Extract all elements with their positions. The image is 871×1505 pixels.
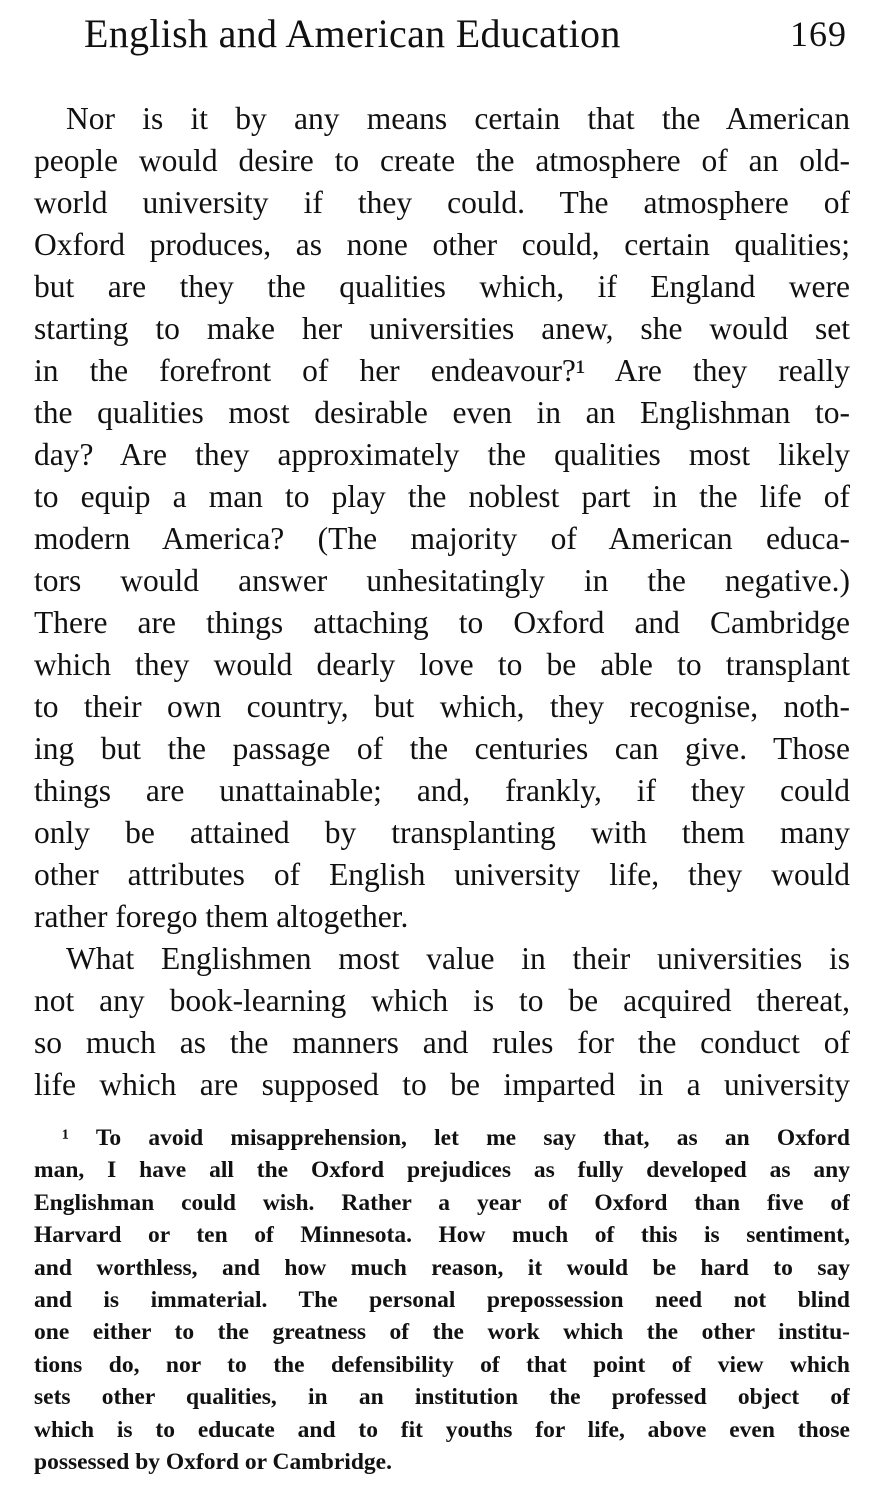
text-line: world university if they could. The atmosphere of <box>34 185 850 220</box>
text-line: not any book-learning which is to be acquired thereat, <box>34 983 850 1018</box>
text-line: people would desire to create the atmosphere of an old- <box>34 143 850 178</box>
paragraph-1 <box>34 98 850 938</box>
running-head <box>84 8 847 60</box>
text-line: There are things attaching to Oxford and Cambridge <box>34 605 850 640</box>
text-line: life which are supposed to be imparted in a university <box>34 1067 850 1102</box>
text-line: other attributes of English university life, they would <box>34 857 850 892</box>
footnote-line: man, I have all the Oxford prejudices as fully developed as any <box>34 1157 850 1184</box>
text-line: only be attained by transplanting with them many <box>34 815 850 850</box>
footnote-line: which is to educate and to fit youths for life, above even those <box>34 1416 850 1443</box>
text-line: which they would dearly love to be able to transplant <box>34 647 850 682</box>
text-line: Oxford produces, as none other could, certain qualities; <box>34 227 850 262</box>
text-line: things are unattainable; and, frankly, if they could <box>34 773 850 808</box>
text-line: Nor is it by any means certain that the American <box>66 101 850 136</box>
text-line: to equip a man to play the noblest part in the life of <box>34 479 850 514</box>
text-line: but are they the qualities which, if England were <box>34 269 850 304</box>
text-line: the qualities most desirable even in an Englishman to- <box>34 395 850 430</box>
body-text <box>34 98 850 1106</box>
text-line: day? Are they approximately the qualities most likely <box>34 437 850 472</box>
footnote-line: one either to the greatness of the work which the other institu- <box>34 1319 850 1346</box>
page-number: 169 <box>790 14 847 54</box>
footnote-line: Englishman could wish. Rather a year of Oxford than five of <box>34 1189 850 1216</box>
footnote-line: Harvard or ten of Minnesota. How much of this is sentiment, <box>34 1222 850 1249</box>
text-line: ing but the passage of the centuries can give. Those <box>34 731 850 766</box>
text-line: so much as the manners and rules for the conduct of <box>34 1025 850 1060</box>
text-line: tors would answer unhesitatingly in the negative.) <box>34 563 850 598</box>
text-line: starting to make her universities anew, she would set <box>34 311 850 346</box>
footnote-line: ¹ To avoid misapprehension, let me say that, as an Oxford <box>62 1125 850 1151</box>
text-line: rather forego them altogether. <box>34 899 409 934</box>
footnote-line: and is immaterial. The personal prepossession need not blind <box>34 1286 850 1313</box>
text-line: in the forefront of her endeavour?¹ Are they really <box>34 353 850 388</box>
footnote-line: and worthless, and how much reason, it would be hard to say <box>34 1254 850 1281</box>
text-line: modern America? (The majority of American educa- <box>34 521 850 556</box>
running-title: English and American Education <box>84 11 621 56</box>
text-line: What Englishmen most value in their universities is <box>66 941 850 976</box>
footnote <box>34 1122 850 1478</box>
paragraph-2 <box>34 938 850 1106</box>
footnote-line: possessed by Oxford or Cambridge. <box>34 1448 392 1475</box>
footnote-line: tions do, nor to the defensibility of that point of view which <box>34 1351 850 1378</box>
text-line: to their own country, but which, they recognise, noth- <box>34 689 850 724</box>
footnote-line: sets other qualities, in an institution the professed object of <box>34 1384 850 1411</box>
